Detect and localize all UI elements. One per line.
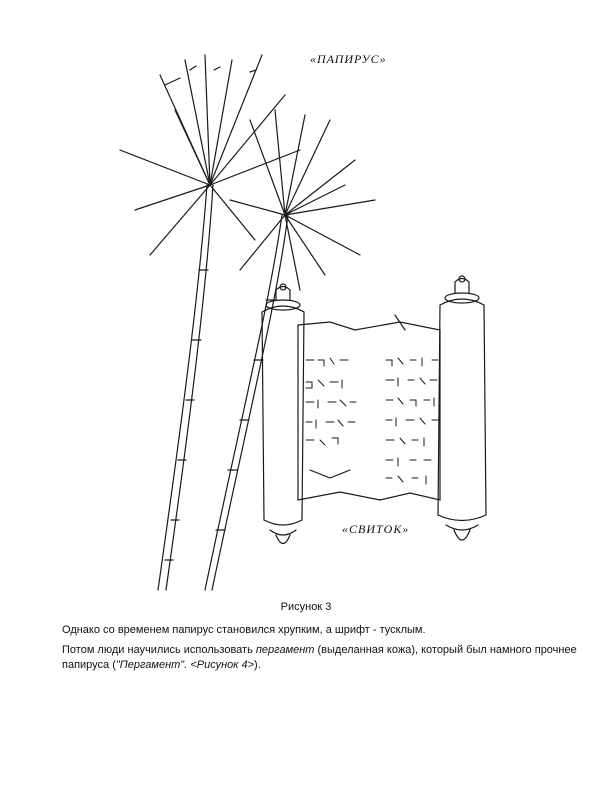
papyrus-label: «ПАПИРУС» (310, 52, 387, 66)
scroll-parchment (298, 315, 440, 500)
figure-caption: Рисунок 3 (280, 601, 332, 613)
paragraph-2-start: Потом люди научились использовать (62, 644, 256, 656)
scroll-glyphs (306, 358, 438, 484)
scroll-label: «СВИТОК» (342, 522, 410, 536)
papyrus-stem-left (158, 185, 213, 590)
figure-reference: "Пергамент". <Рисунок 4> (115, 659, 255, 671)
paragraph-2-middle: (выделанная кожа), который был намного прочнее папируса ( (62, 644, 577, 671)
scroll-roller-right (438, 276, 486, 540)
paragraph-2 (62, 643, 582, 673)
paragraph-2-end: ). (254, 659, 261, 671)
paragraph-1: Однако со временем папирус становился хрупким, а шрифт - тусклым. (62, 624, 426, 636)
term-parchment: пергамент (255, 644, 315, 656)
papyrus-frond-right (230, 110, 375, 290)
